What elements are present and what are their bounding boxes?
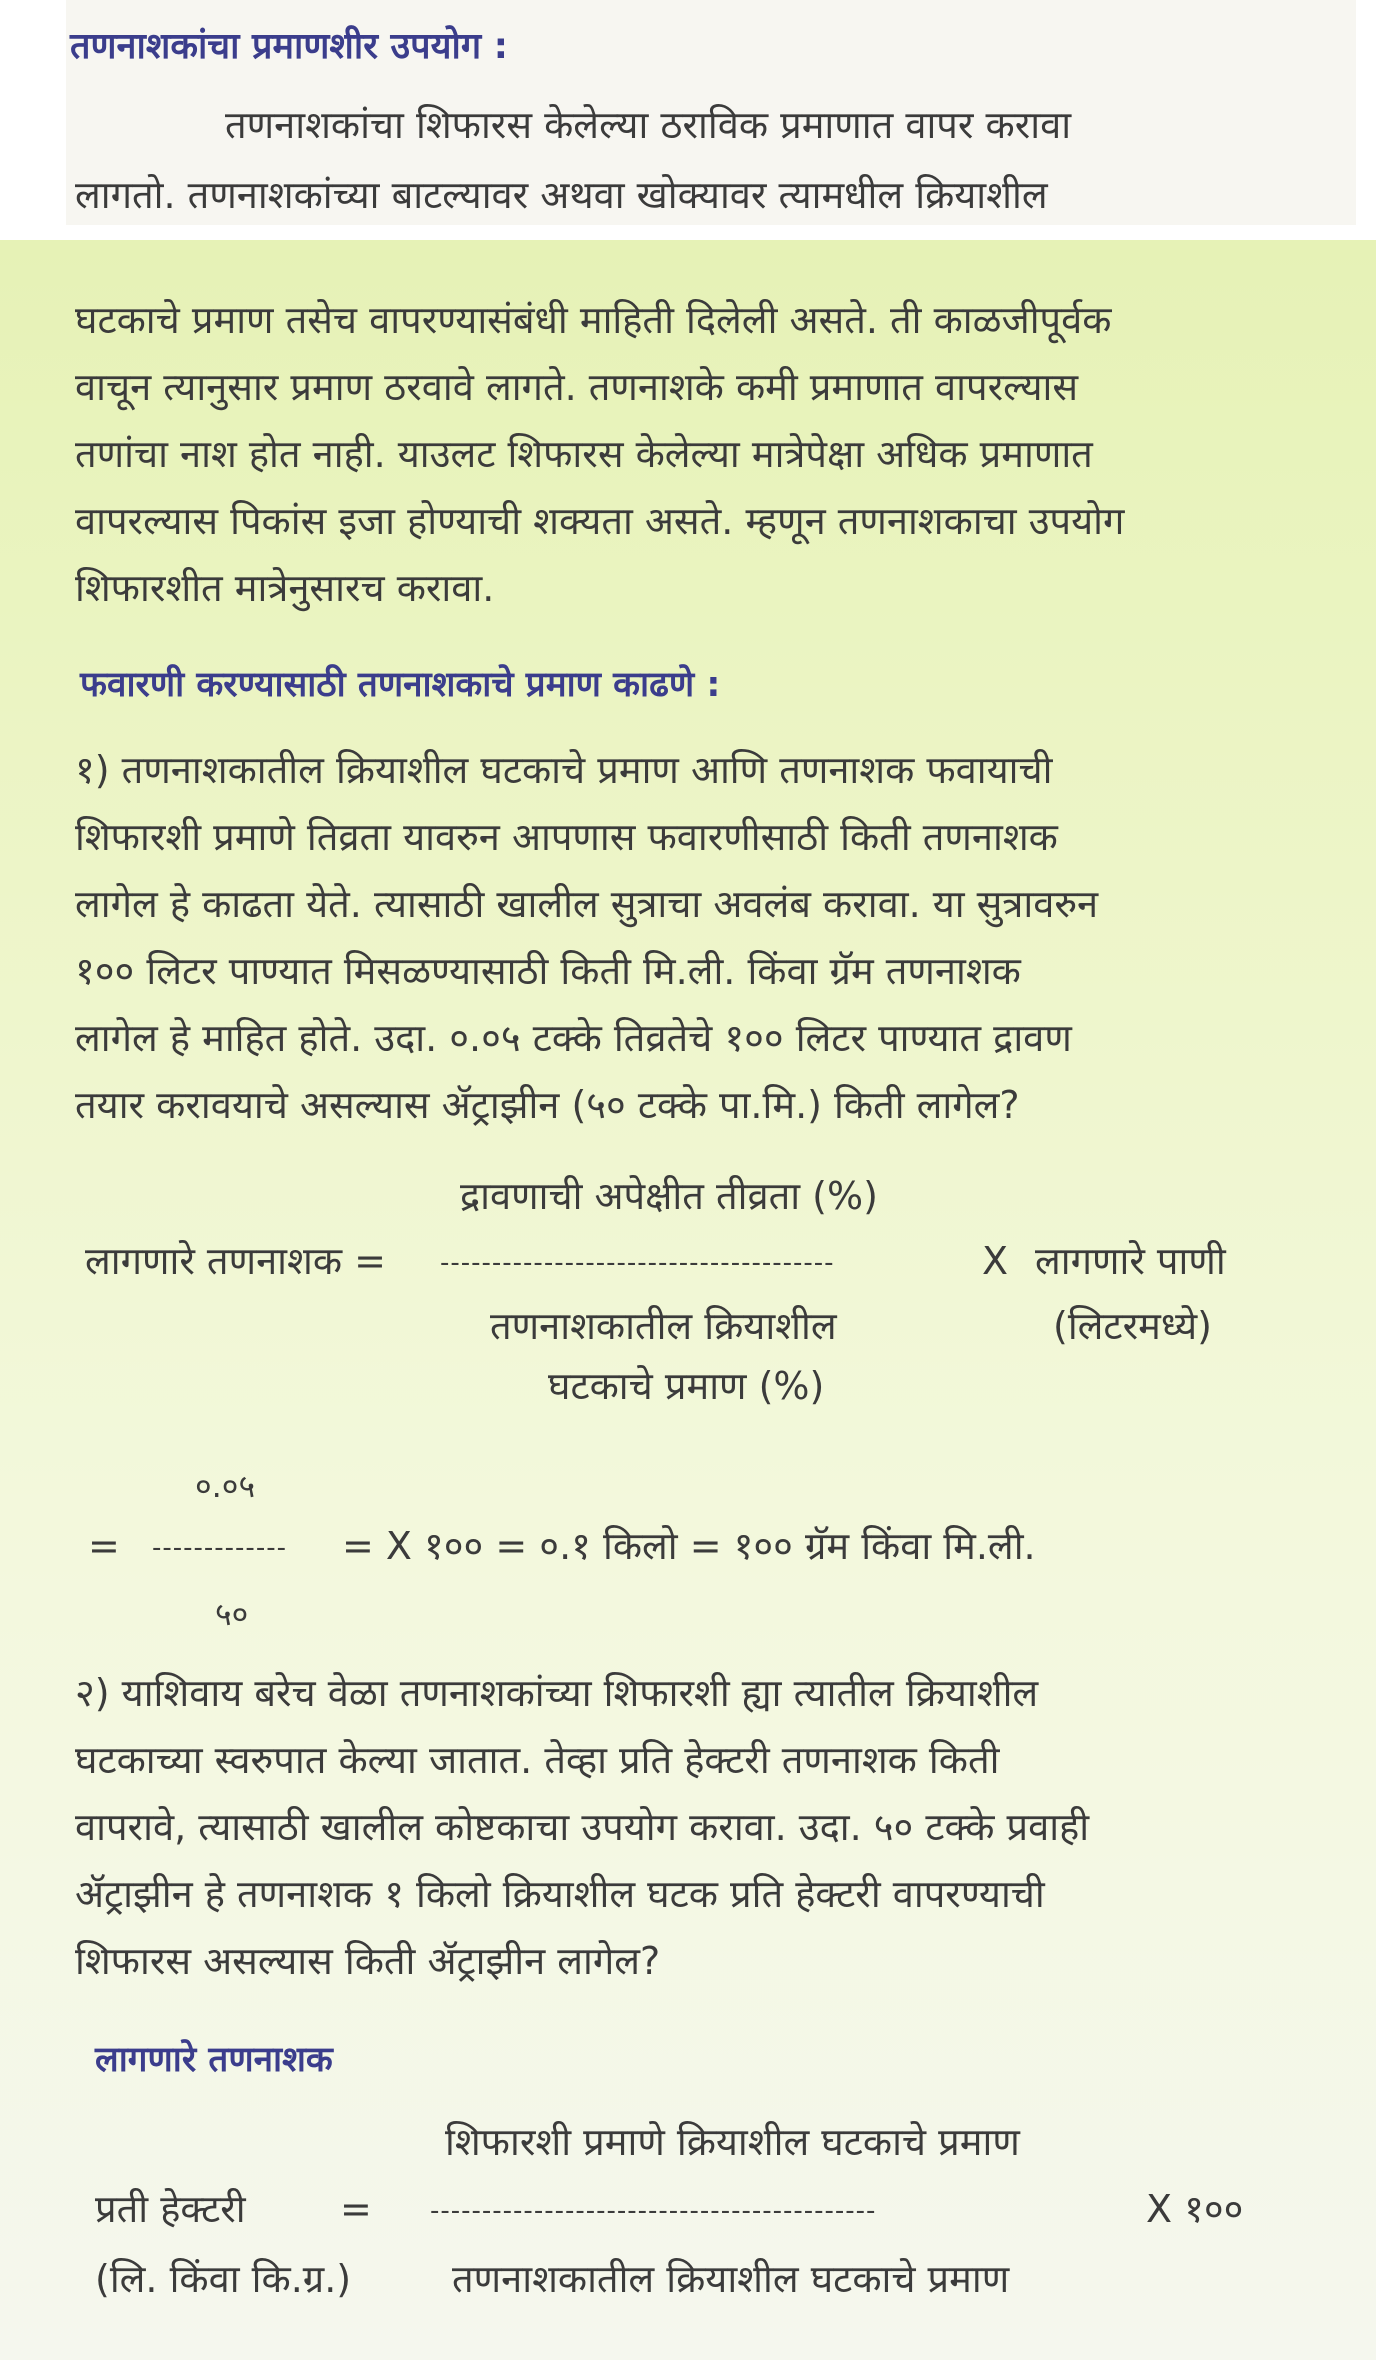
section1-line-7: शिफारशीत मात्रेनुसारच करावा. [75, 566, 495, 610]
point1-line-2: शिफारशी प्रमाणे तिव्रता यावरुन आपणास फवारणीसाठी किती तणनाशक [75, 815, 1058, 859]
point1-line-1: १) तणनाशकातील क्रियाशील घटकाचे प्रमाण आणि तणनाशक फवायाची [75, 748, 1053, 792]
section1-heading: तणनाशकांचा प्रमाणशीर उपयोग : [70, 26, 509, 67]
formula1-denominator-2: घटकाचे प्रमाण (%) [548, 1364, 825, 1408]
formula2-numerator: शिफारशी प्रमाणे क्रियाशील घटकाचे प्रमाण [445, 2120, 1020, 2164]
section1-line-4: वाचून त्यानुसार प्रमाण ठरवावे लागते. तणनाशके कमी प्रमाणात वापरल्यास [75, 365, 1079, 409]
section1-line-5: तणांचा नाश होत नाही. याउलट शिफारस केलेल्या मात्रेपेक्षा अधिक प्रमाणात [75, 432, 1093, 476]
calc-numerator: ०.०५ [195, 1467, 256, 1505]
formula1-denominator-1: तणनाशकातील क्रियाशील [490, 1304, 837, 1348]
point1-line-3: लागेल हे काढता येते. त्यासाठी खालील सुत्राचा अवलंब करावा. या सुत्रावरुन [75, 882, 1099, 926]
formula2-equals: = [340, 2187, 372, 2231]
formula1-rhs-bottom: (लिटरमध्ये) [1053, 1304, 1213, 1348]
point1-line-4: १०० लिटर पाण्यात मिसळण्यासाठी किती मि.ली. किंवा ग्रॅम तणनाशक [75, 949, 1021, 993]
calc-fraction-bar: ------------- [152, 1533, 287, 1563]
calc-denominator: ५० [215, 1595, 249, 1633]
formula2-lhs-1: प्रती हेक्टरी [95, 2187, 246, 2231]
formula2-lhs-2: (लि. किंवा कि.ग्र.) [95, 2257, 352, 2301]
formula1-fraction-bar: -------------------------------------- [440, 1248, 835, 1278]
section1-line-6: वापरल्यास पिकांस इजा होण्याची शक्यता असते. म्हणून तणनाशकाचा उपयोग [75, 499, 1125, 543]
formula2-times: X १०० [1146, 2187, 1244, 2231]
point2-line-4: ॲट्राझीन हे तणनाशक १ किलो क्रियाशील घटक प्रति हेक्टरी वापरण्याची [75, 1872, 1045, 1916]
point2-line-5: शिफारस असल्यास किती ॲट्राझीन लागेल? [75, 1939, 661, 1983]
formula2-fraction-bar: ------------------------------------------- [430, 2196, 877, 2226]
section1-line-1: तणनाशकांचा शिफारस केलेल्या ठराविक प्रमाणात वापर करावा [225, 103, 1072, 147]
formula1-lhs: लागणारे तणनाशक = [85, 1239, 386, 1283]
section1-line-3: घटकाचे प्रमाण तसेच वापरण्यासंबंधी माहिती दिलेली असते. ती काळजीपूर्वक [75, 298, 1112, 342]
section1-line-2: लागतो. तणनाशकांच्या बाटल्यावर अथवा खोक्यावर त्यामधील क्रियाशील [75, 173, 1048, 217]
formula1-times: X [982, 1239, 1009, 1283]
formula2-denominator: तणनाशकातील क्रियाशील घटकाचे प्रमाण [452, 2257, 1010, 2301]
point1-line-6: तयार करावयाचे असल्यास ॲट्राझीन (५० टक्के पा.मि.) किती लागेल? [75, 1083, 1020, 1127]
calc-result: = X १०० = ०.१ किलो = १०० ग्रॅम किंवा मि.ली. [342, 1524, 1036, 1568]
calc-equals: = [88, 1524, 120, 1568]
point2-line-2: घटकाच्या स्वरुपात केल्या जातात. तेव्हा प्रति हेक्टरी तणनाशक किती [75, 1738, 1000, 1782]
section2-heading: फवारणी करण्यासाठी तणनाशकाचे प्रमाण काढणे : [80, 665, 721, 705]
point1-line-5: लागेल हे माहित होते. उदा. ०.०५ टक्के तिव्रतेचे १०० लिटर पाण्यात द्रावण [75, 1016, 1072, 1060]
formula1-numerator: द्रावणाची अपेक्षीत तीव्रता (%) [460, 1174, 878, 1218]
section3-heading: लागणारे तणनाशक [95, 2040, 333, 2080]
point2-line-1: २) याशिवाय बरेच वेळा तणनाशकांच्या शिफारशी ह्या त्यातील क्रियाशील [75, 1671, 1039, 1715]
point2-line-3: वापरावे, त्यासाठी खालील कोष्टकाचा उपयोग करावा. उदा. ५० टक्के प्रवाही [75, 1805, 1090, 1849]
formula1-rhs-top: लागणारे पाणी [1035, 1239, 1226, 1283]
